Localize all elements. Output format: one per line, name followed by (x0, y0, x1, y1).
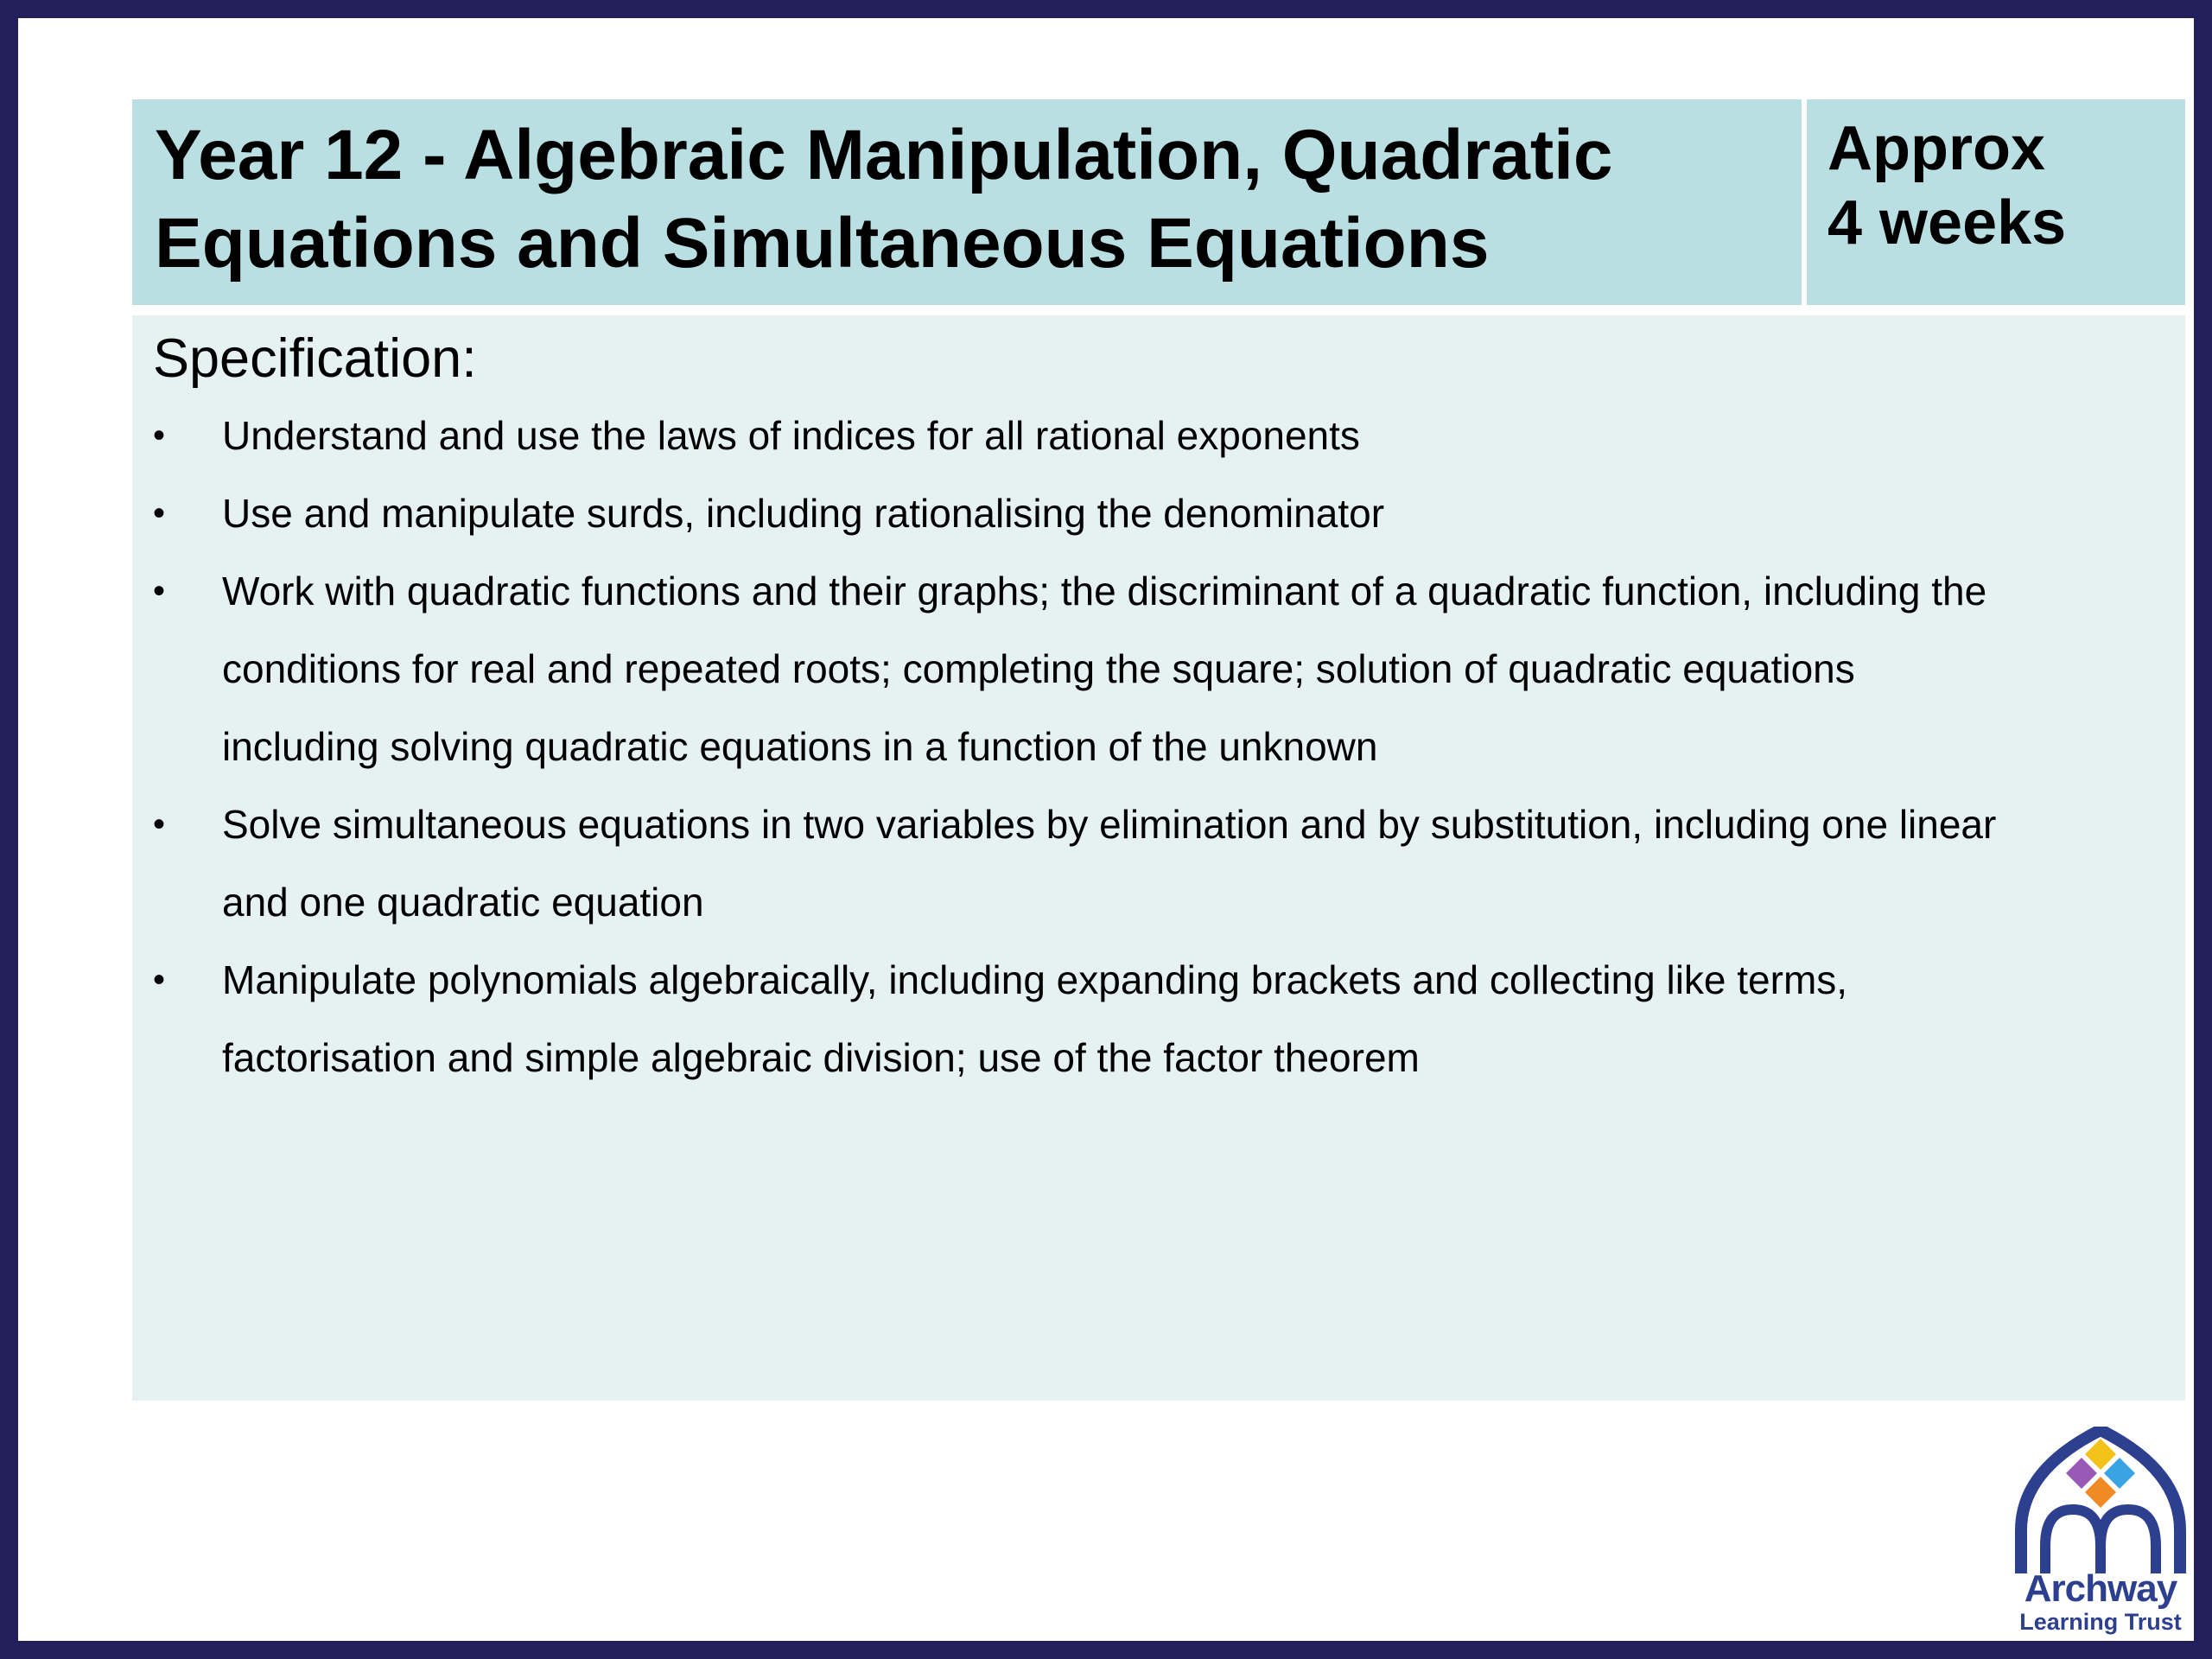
title-line-2: Equations and Simultaneous Equations (155, 204, 1490, 283)
duration-line-2: 4 weeks (1827, 188, 2067, 257)
duration-label (1827, 111, 2185, 260)
duration-box (1807, 99, 2185, 305)
archway-logo-icon (2005, 1427, 2196, 1573)
specification-list (153, 397, 2168, 1096)
list-item (153, 397, 2168, 474)
list-item-line: Manipulate polynomials algebraically, including expanding brackets and collecting like terms, (222, 957, 1848, 1002)
bullet-marker: • (153, 572, 166, 610)
list-item-line: Use and manipulate surds, including rationalising the denominator (222, 491, 1385, 536)
page-title (155, 111, 1802, 288)
bullet-marker: • (153, 494, 166, 532)
list-item (153, 785, 2168, 941)
list-item-line: conditions for real and repeated roots; completing the square; solution of quadratic equations (222, 646, 1855, 691)
logo-subtitle: Learning Trust (2019, 1609, 2182, 1635)
duration-line-1: Approx (1827, 114, 2045, 183)
title-box (132, 99, 1802, 305)
list-item-line: including solving quadratic equations in a function of the unknown (222, 724, 1378, 769)
bullet-marker: • (153, 805, 166, 843)
list-item-line: Solve simultaneous equations in two variables by elimination and by substitution, including one linear (222, 802, 1997, 847)
title-line-1: Year 12 - Algebraic Manipulation, Quadratic (155, 116, 1613, 194)
archway-logo (2005, 1427, 2196, 1643)
list-item-line: Work with quadratic functions and their graphs; the discriminant of a quadratic function, including the (222, 569, 1987, 613)
list-item (153, 474, 2168, 552)
bullet-marker: • (153, 416, 166, 454)
list-item-line: factorisation and simple algebraic division; use of the factor theorem (222, 1035, 1420, 1080)
specification-box (132, 315, 2185, 1401)
specification-heading: Specification: (153, 328, 477, 389)
bullet-marker: • (153, 961, 166, 999)
list-item-line: and one quadratic equation (222, 880, 704, 925)
list-item (153, 941, 2168, 1096)
list-item-line: Understand and use the laws of indices for all rational exponents (222, 413, 1360, 458)
list-item (153, 552, 2168, 785)
logo-name: Archway (2024, 1567, 2177, 1610)
